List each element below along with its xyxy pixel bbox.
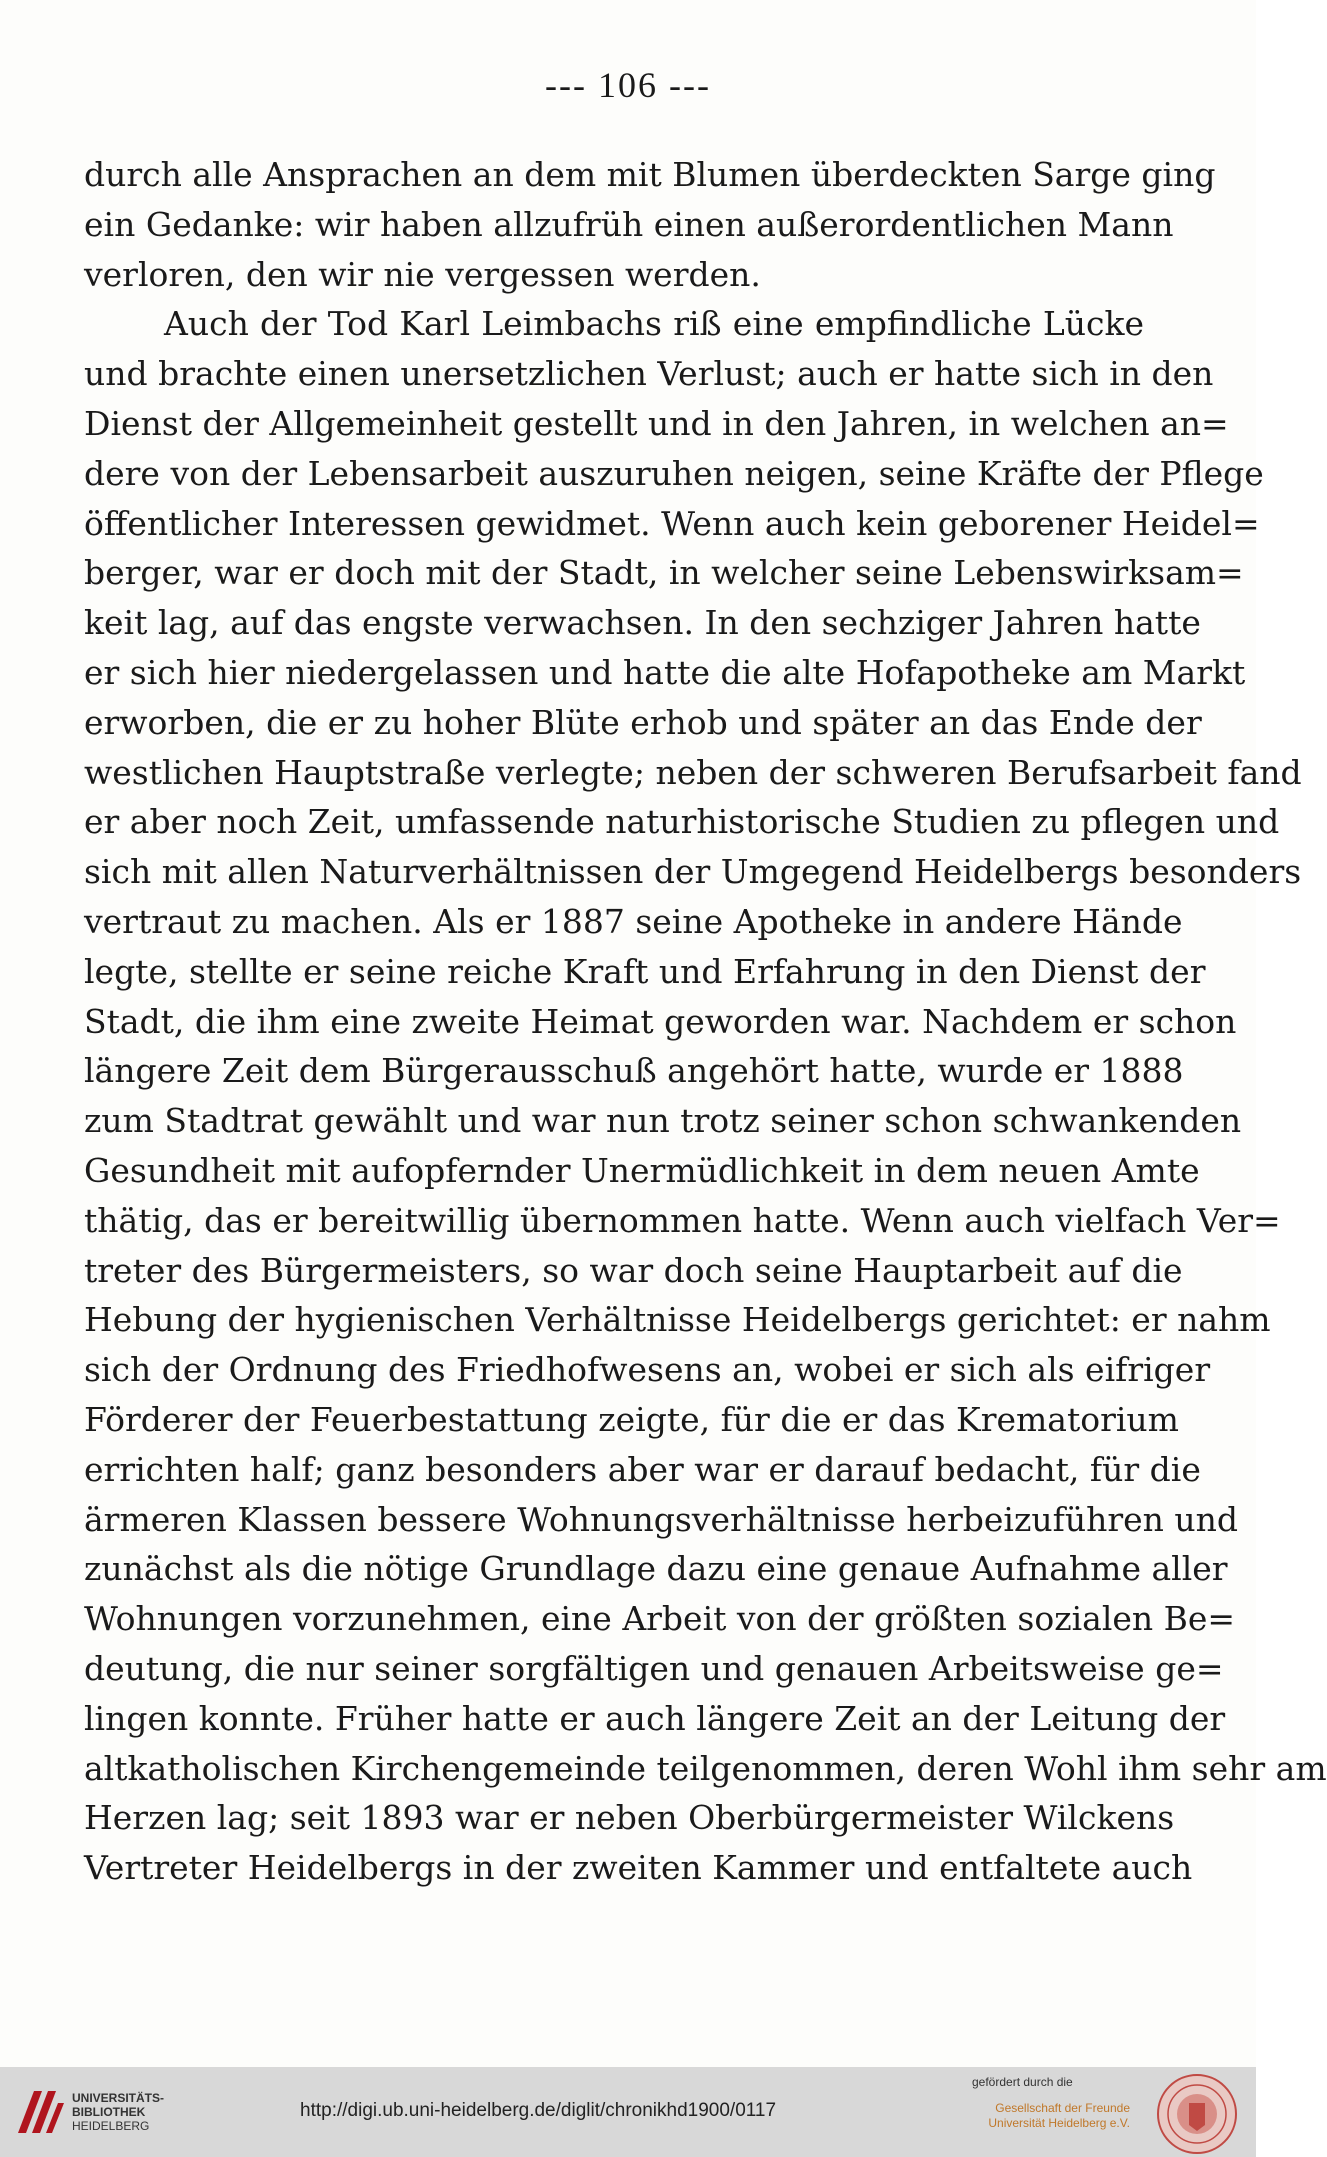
text-line: altkatholischen Kirchengemeinde teilgenommen, deren Wohl ihm sehr am [84,1748,1327,1788]
body-text [84,150,1327,1893]
text-line: er sich hier niedergelassen und hatte die alte Hofapotheke am Markt [84,652,1246,692]
text-line: durch alle Ansprachen an dem mit Blumen überdeckten Sarge ging [84,155,1216,194]
text-line: treter des Bürgermeisters, so war doch seine Hauptarbeit auf die [84,1250,1183,1290]
text-line: lingen konnte. Früher hatte er auch längere Zeit an der Leitung der [84,1698,1226,1738]
text-line: ärmeren Klassen bessere Wohnungsverhältnisse herbeizuführen und [84,1499,1239,1539]
text-line: legte, stellte er seine reiche Kraft und Erfahrung in den Dienst der [84,951,1206,991]
text-line: er aber noch Zeit, umfassende naturhistorische Studien zu pflegen und [84,802,1280,842]
text-line: und brachte einen unersetzlichen Verlust; auch er hatte sich in den [84,354,1214,394]
funded-by-label: gefördert durch die [972,2075,1073,2089]
university-library-logo-icon[interactable] [12,2083,70,2141]
page-number: --- 106 --- [545,65,711,105]
text-line: sich mit allen Naturverhältnissen der Umgegend Heidelbergs besonders [84,852,1302,892]
text-line: ein Gedanke: wir haben allzufrüh einen außerordentlichen Mann [84,204,1174,244]
text-line: sich der Ordnung des Friedhofwesens an, wobei er sich als eifriger [84,1350,1211,1390]
text-line: Förderer der Feuerbestattung zeigte, für die er das Krematorium [84,1399,1179,1439]
text-line: zum Stadtrat gewählt und war nun trotz seiner schon schwankenden [84,1101,1242,1141]
text-line: westlichen Hauptstraße verlegte; neben der schweren Berufsarbeit fand [84,752,1302,792]
text-line: längere Zeit dem Bürgerausschuß angehört hatte, wurde er 1888 [84,1051,1184,1091]
text-line: keit lag, auf das engste verwachsen. In den sechziger Jahren hatte [84,603,1201,643]
text-line: Dienst der Allgemeinheit gestellt und in den Jahren, in welchen an= [84,403,1229,443]
text-line: dere von der Lebensarbeit auszuruhen neigen, seine Kräfte der Pflege [84,453,1264,493]
text-line: öffentlicher Interessen gewidmet. Wenn auch kein geborener Heidel= [84,503,1260,543]
permalink-url[interactable]: http://digi.ub.uni-heidelberg.de/diglit/chronikhd1900/0117 [300,2100,777,2121]
text-line: Wohnungen vorzunehmen, eine Arbeit von der größten sozialen Be= [84,1599,1236,1639]
text-line: Herzen lag; seit 1893 war er neben Oberbürgermeister Wilckens [84,1798,1175,1838]
text-line: erworben, die er zu hoher Blüte erhob und später an das Ende der [84,702,1202,742]
library-name: UNIVERSITÄTS- BIBLIOTHEK HEIDELBERG [72,2091,165,2133]
text-line: deutung, die nur seiner sorgfältigen und genauen Arbeitsweise ge= [84,1648,1224,1688]
text-line: Vertreter Heidelbergs in der zweiten Kammer und entfaltete auch [84,1848,1193,1888]
text-line: Gesundheit mit aufopfernder Unermüdlichkeit in dem neuen Amte [84,1150,1200,1190]
funding-organization[interactable]: Gesellschaft der Freunde Universität Heidelberg e.V. [988,2101,1130,2130]
text-line: Hebung der hygienischen Verhältnisse Heidelbergs gerichtet: er nahm [84,1300,1271,1340]
text-line: zunächst als die nötige Grundlage dazu eine genaue Aufnahme aller [84,1549,1228,1589]
footer-bar [0,2067,1256,2157]
text-line: thätig, das er bereitwillig übernommen hatte. Wenn auch vielfach Ver= [84,1200,1281,1240]
text-line: Auch der Tod Karl Leimbachs riß eine empfindliche Lücke [164,304,1144,344]
text-line: verloren, den wir nie vergessen werden. [84,254,761,294]
text-line: berger, war er doch mit der Stadt, in welcher seine Lebenswirksam= [84,553,1244,593]
university-seal-icon [1156,2073,1238,2155]
text-line: vertraut zu machen. Als er 1887 seine Apotheke in andere Hände [84,901,1183,941]
text-line: errichten half; ganz besonders aber war er darauf bedacht, für die [84,1449,1201,1489]
text-line: Stadt, die ihm eine zweite Heimat geworden war. Nachdem er schon [84,1001,1237,1041]
